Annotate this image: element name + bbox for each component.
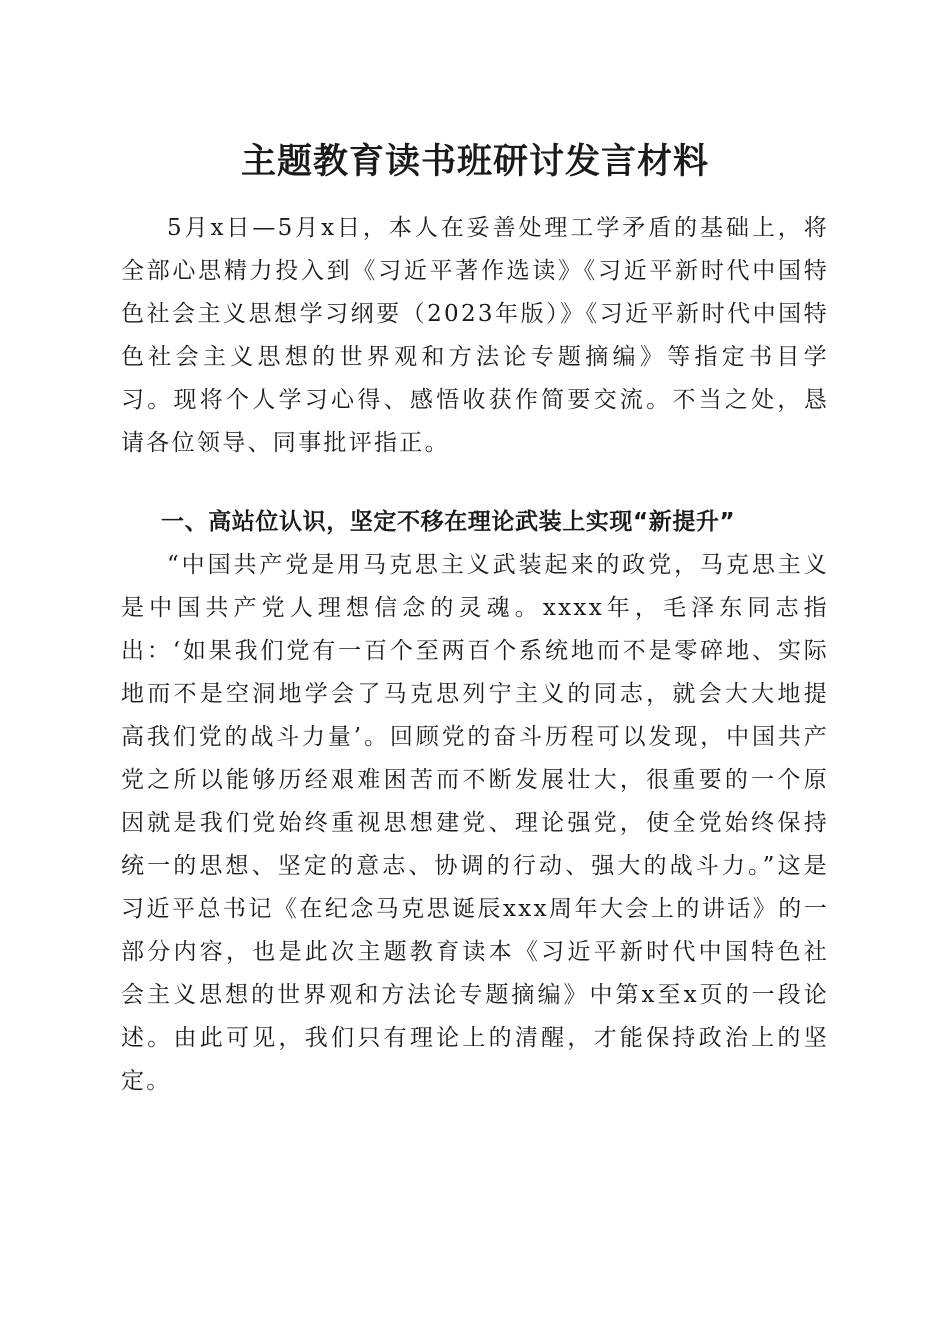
- section-1-heading: 一、高站位认识，坚定不移在理论武装上实现“新提升”: [161, 509, 736, 535]
- intro-paragraph: 5月x日—5月x日，本人在妥善处理工学矛盾的基础上，将全部心思精力投入到《习近平著作选读》《习近平新时代中国特色社会主义思想学习纲要（2023年版）》《习近平新时代中国特色社会主义思想的世界观和方法论专题摘编》等指定书目学习。现将个人学习心得、感悟收获作简要交流。不当之处，恳请各位领导、同事批评指正。: [121, 215, 829, 456]
- document-title: 主题教育读书班研讨发言材料: [240, 141, 709, 182]
- section-1-paragraph: “中国共产党是用马克思主义武装起来的政党，马克思主义是中国共产党人理想信念的灵魂。xxxx年，毛泽东同志指出：‘如果我们党有一百个至两百个系统地而不是零碎地、实际地而不是空洞地学会了马克思列宁主义的同志，就会大大地提高我们党的战斗力量’。回顾党的奋斗历程可以发现，中国共产党之所以能够历经艰难困苦而不断发展壮大，很重要的一个原因就是我们党始终重视思想建党、理论强党，使全党始终保持统一的思想、坚定的意志、协调的行动、强大的战斗力。”这是习近平总书记《在纪念马克思诞辰xxx周年大会上的讲话》的一部分内容，也是此次主题教育读本《习近平新时代中国特色社会主义思想的世界观和方法论专题摘编》中第x至x页的一段论述。由此可见，我们只有理论上的清醒，才能保持政治上的坚定。: [121, 552, 829, 1094]
